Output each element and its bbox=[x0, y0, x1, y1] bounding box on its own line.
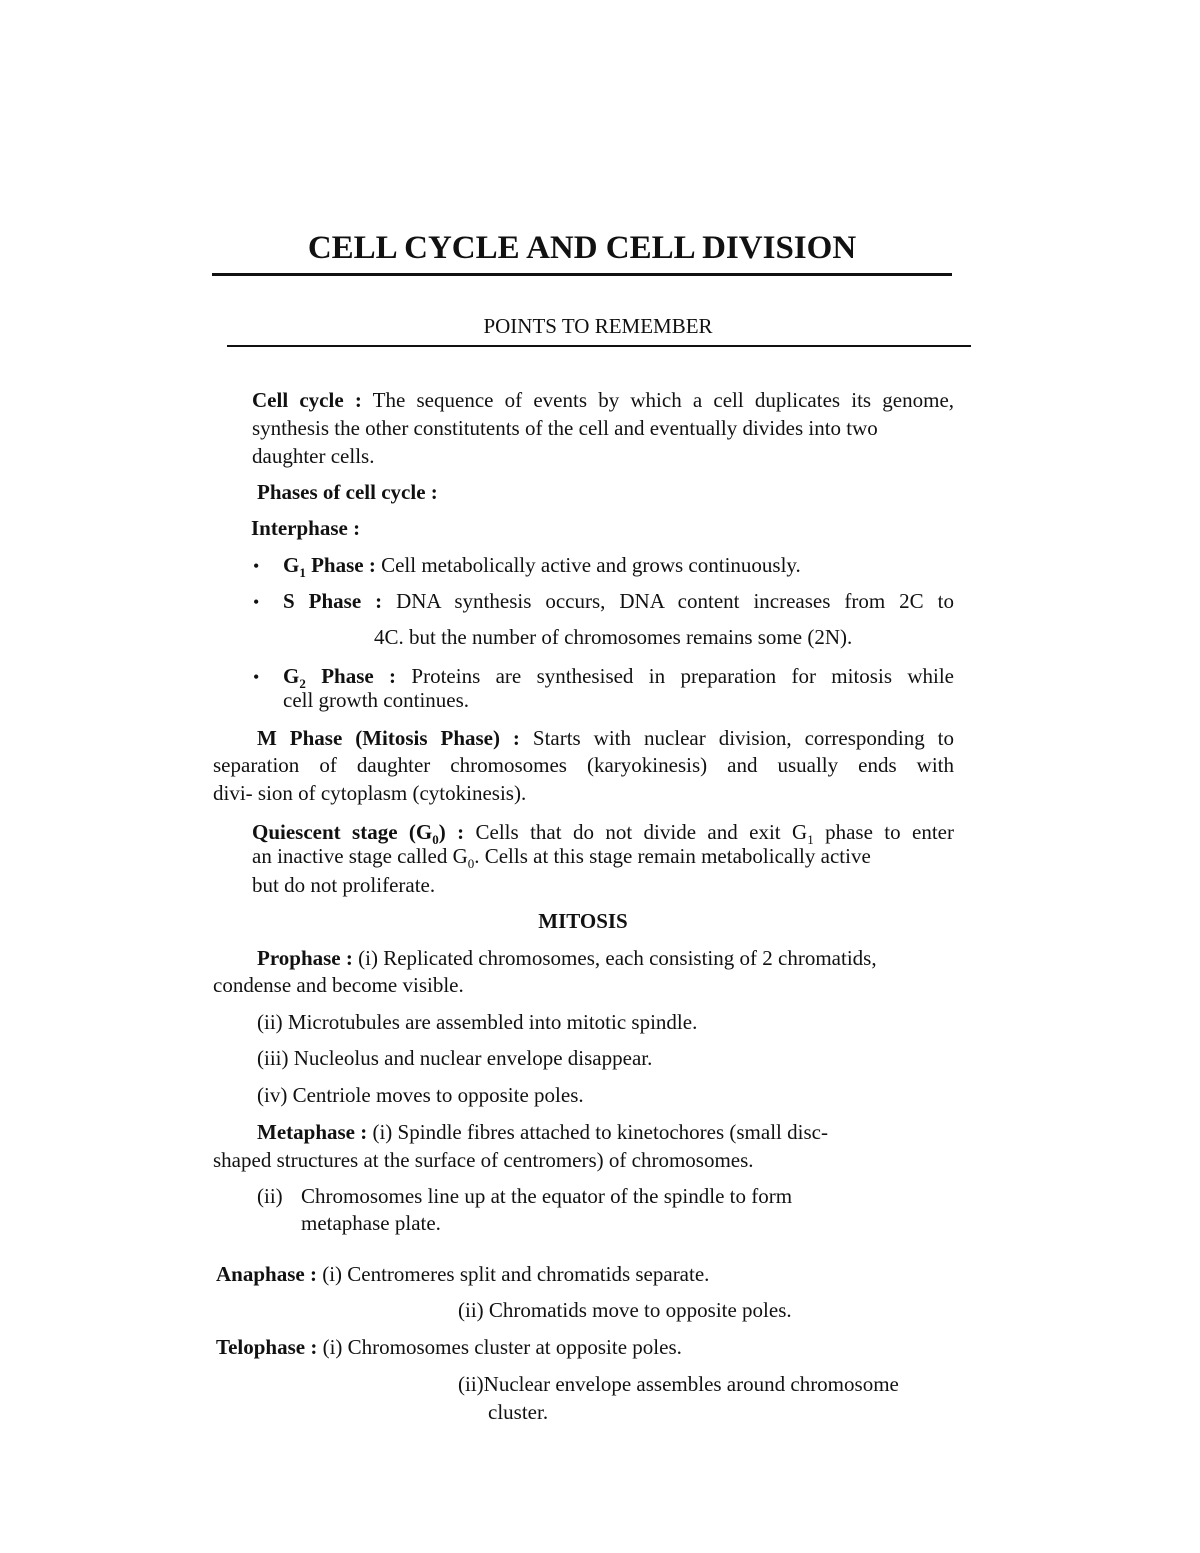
cell-cycle-text: The sequence of events by which a cell duplicates its genome, bbox=[372, 388, 955, 412]
g1-text: Cell metabolically active and grows continuously. bbox=[381, 553, 801, 577]
g2-phase-line-1 bbox=[283, 663, 954, 690]
bullet-g2: • bbox=[253, 667, 260, 687]
s-phase-text: DNA synthesis occurs, DNA content increases from 2C to bbox=[396, 589, 954, 613]
quiescent-line-2: an inactive stage called $G_0$. Cells at this stage remain metabolically active bbox=[252, 844, 871, 871]
prophase-line-1 bbox=[257, 945, 877, 972]
metaphase-ii-line-2: metaphase plate. bbox=[301, 1211, 441, 1235]
s-phase-label: S Phase : bbox=[283, 589, 383, 613]
g1-label: Phase : bbox=[311, 553, 376, 577]
quiescent-line-1 bbox=[252, 819, 954, 846]
anaphase-term: Anaphase : bbox=[216, 1262, 317, 1286]
metaphase-ii-number: (ii) bbox=[257, 1184, 283, 1208]
m-phase-term: M Phase (Mitosis Phase) : bbox=[257, 726, 520, 750]
metaphase-line-2: shaped structures at the surface of centromers) of chromosomes. bbox=[213, 1148, 754, 1172]
bullet-g1: • bbox=[253, 556, 260, 576]
g2-letter: G bbox=[283, 664, 300, 688]
metaphase-term: Metaphase : bbox=[257, 1120, 368, 1144]
prophase-item-iv: (iv) Centriole moves to opposite poles. bbox=[257, 1083, 584, 1107]
mitosis-heading: MITOSIS bbox=[538, 909, 628, 933]
prophase-item-iii: (iii) Nucleolus and nuclear envelope disappear. bbox=[257, 1046, 653, 1070]
g1-letter: G bbox=[283, 553, 300, 577]
bullet-s: • bbox=[253, 592, 260, 612]
anaphase-text: (i) Centromeres split and chromatids separate. bbox=[322, 1262, 710, 1286]
m-phase-text: Starts with nuclear division, corresponding to bbox=[532, 726, 954, 750]
prophase-line-2: condense and become visible. bbox=[213, 973, 464, 997]
quiescent-term: Quiescent stage $(G_0)$ : bbox=[252, 820, 465, 847]
cell-cycle-term: Cell cycle : bbox=[252, 388, 362, 412]
subtitle-underline bbox=[227, 345, 971, 347]
interphase-heading: Interphase : bbox=[251, 516, 361, 540]
prophase-item-ii: (ii) Microtubules are assembled into mitotic spindle. bbox=[257, 1010, 698, 1034]
metaphase-ii-line-1: Chromosomes line up at the equator of the spindle to form bbox=[301, 1184, 793, 1208]
cell-cycle-line-1 bbox=[252, 387, 954, 414]
telophase-term: Telophase : bbox=[216, 1335, 318, 1359]
document-title: CELL CYCLE AND CELL DIVISION bbox=[307, 230, 857, 266]
prophase-term: Prophase : bbox=[257, 946, 353, 970]
s-phase-line-2: 4C. but the number of chromosomes remains some (2N). bbox=[374, 625, 853, 649]
g2-phase-line-2: cell growth continues. bbox=[283, 688, 470, 712]
telophase-line-1 bbox=[216, 1334, 682, 1361]
cell-cycle-line-3: daughter cells. bbox=[252, 444, 375, 468]
m-phase-line-1 bbox=[257, 725, 954, 752]
g1-phase-item bbox=[283, 552, 801, 579]
quiescent-text: Cells that do not divide and exit $G_1$ phase to enter bbox=[475, 820, 954, 847]
g1-subscript: 1 bbox=[299, 565, 306, 580]
section-subtitle: POINTS TO REMEMBER bbox=[483, 314, 713, 338]
cell-cycle-line-2: synthesis the other constitutents of the cell and eventually divides into two bbox=[252, 416, 878, 440]
g2-text: Proteins are synthesised in preparation for mitosis while bbox=[411, 664, 954, 688]
prophase-text: (i) Replicated chromosomes, each consisting of 2 chromatids, bbox=[358, 946, 877, 970]
phases-heading: Phases of cell cycle : bbox=[257, 480, 438, 504]
telophase-text: (i) Chromosomes cluster at opposite poles. bbox=[322, 1335, 682, 1359]
metaphase-text: (i) Spindle fibres attached to kinetochores (small disc- bbox=[372, 1120, 828, 1144]
metaphase-line-1 bbox=[257, 1119, 828, 1146]
quiescent-line-3: but do not proliferate. bbox=[252, 873, 436, 897]
telophase-ii-line-2: cluster. bbox=[488, 1400, 549, 1424]
telophase-ii-line-1: (ii)Nuclear envelope assembles around chromosome bbox=[458, 1372, 899, 1396]
g2-label: Phase : bbox=[321, 664, 397, 688]
m-phase-line-3: divi- sion of cytoplasm (cytokinesis). bbox=[213, 781, 527, 805]
g2-subscript: 2 bbox=[299, 676, 306, 691]
anaphase-item-ii: (ii) Chromatids move to opposite poles. bbox=[458, 1298, 792, 1322]
m-phase-line-2: separation of daughter chromosomes (karyokinesis) and usually ends with bbox=[213, 753, 954, 777]
anaphase-line-1 bbox=[216, 1261, 709, 1288]
title-underline bbox=[212, 273, 952, 276]
s-phase-line-1 bbox=[283, 588, 954, 615]
